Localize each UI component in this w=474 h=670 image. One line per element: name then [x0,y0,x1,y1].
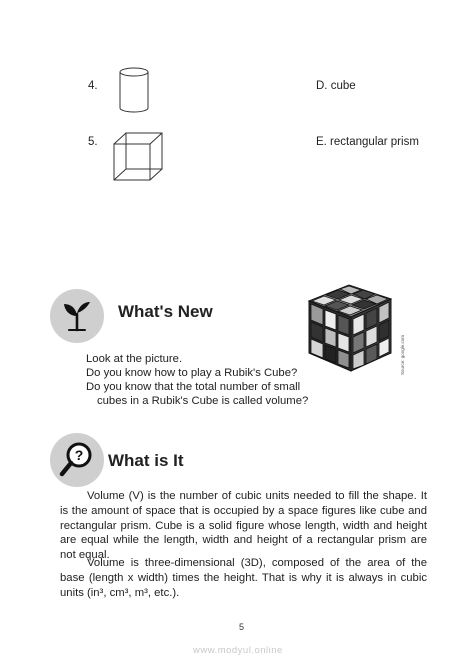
watermark: www.modyul.online [193,645,283,656]
item-number-5: 5. [88,136,98,148]
cylinder-icon [116,66,152,114]
whats-new-line-4: cubes in a Rubik's Cube is called volume? [97,395,309,407]
image-source-label: Source: google.com [400,334,405,375]
whats-new-line-1: Look at the picture. [86,353,183,365]
page-number: 5 [239,622,245,632]
what-is-it-title: What is It [108,451,184,470]
volume-paragraph-2: Volume is three-dimensional (3D), composed of the area of the base (length x width) times the height. That is why it is always in cubic units (in³, cm³, m³, etc.). [60,557,427,599]
cube-wireframe-icon [110,130,166,184]
rubiks-cube-icon [301,283,397,373]
whats-new-title: What's New [118,302,213,321]
svg-text:?: ? [74,447,84,463]
magnifier-question-icon [57,440,97,480]
volume-paragraph-1: Volume (V) is the number of cubic units needed to fill the shape. It is the amount of space that is occupied by a space figures like cube and rectangular prism. Cube is a solid figure whose length, width and height are equal while the length, width and height of a rectangular prism are not equal. [60,490,427,562]
item-number-4: 4. [88,80,98,92]
answer-e: E. rectangular prism [316,136,419,148]
sprout-leaf-icon [57,296,97,336]
whats-new-line-2: Do you know how to play a Rubik's Cube? [86,367,298,379]
answer-d: D. cube [316,80,356,92]
whats-new-line-3: Do you know that the total number of small [86,381,301,393]
